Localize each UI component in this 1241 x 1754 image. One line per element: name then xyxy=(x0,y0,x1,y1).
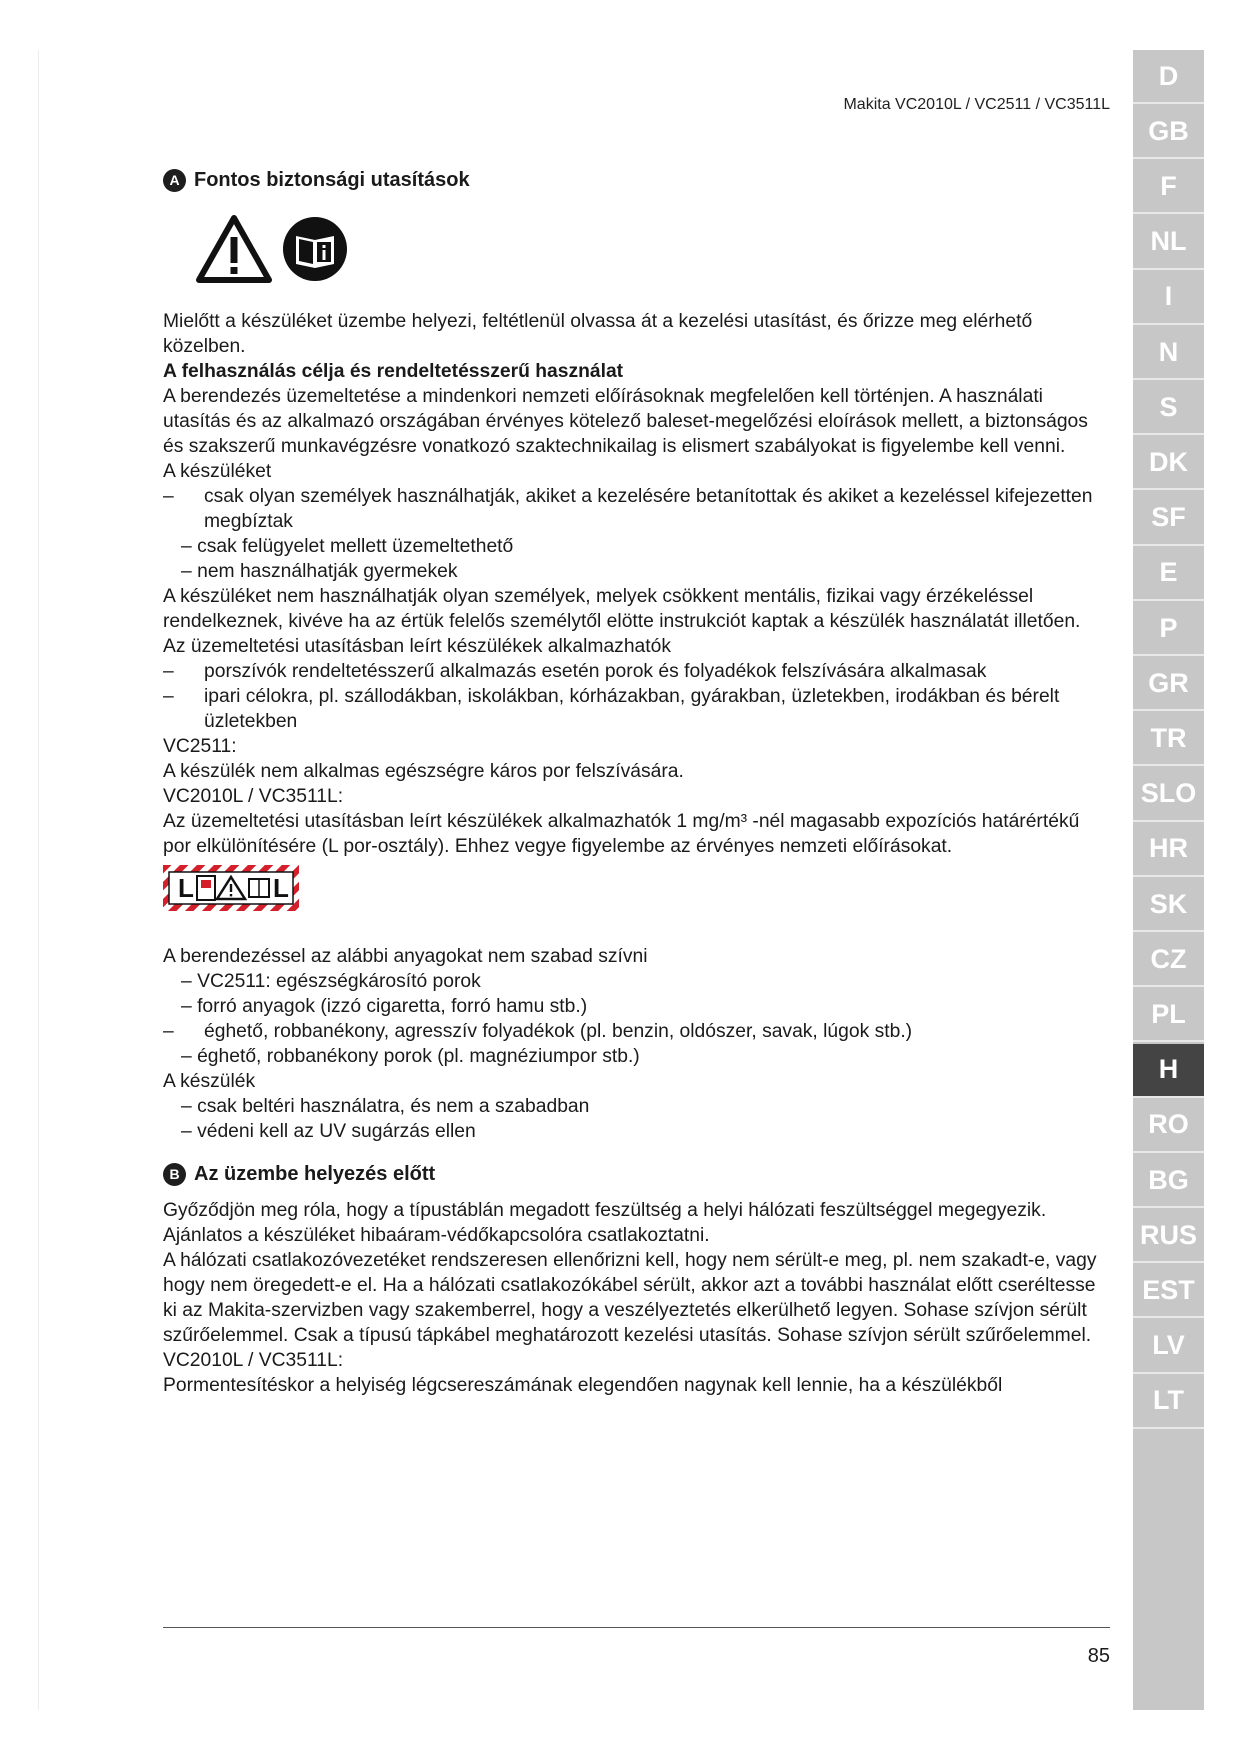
warning-triangle-icon xyxy=(196,215,272,283)
label-letter-left: L xyxy=(178,873,194,903)
vcl-text: Az üzemeltetési utasításban leírt készülékek alkalmazhatók 1 mg/m³ -nél magasabb expozíciós határértékű por elkülönítésére (L por-osztály). Ehhez vegye figyelembe az érvényes nemzeti előírásokat. xyxy=(163,811,1080,857)
language-tab-bar xyxy=(1133,50,1204,1710)
section-b-title: Az üzembe helyezés előtt xyxy=(194,1163,436,1185)
model-header: Makita VC2010L / VC2511 / VC3511L xyxy=(843,96,1110,113)
language-tab-n[interactable]: N xyxy=(1133,326,1204,380)
language-tab-gb[interactable]: GB xyxy=(1133,105,1204,159)
language-tab-p[interactable]: P xyxy=(1133,602,1204,656)
vc2511-text: A készülék nem alkalmas egészségre káros por felszívására. xyxy=(163,761,684,782)
page-number: 85 xyxy=(1087,1645,1110,1667)
section-b-vcl-text: Pormentesítéskor a helyiség légcsereszámának elegendően nagynak kell lennie, ha a készülékből xyxy=(163,1375,1003,1396)
list-item: – ipari célokra, pl. szállodákban, iskolákban, kórházakban, gyárakban, üzletekben, irodákban és bérelt üzletekben xyxy=(163,686,1060,732)
section-a-badge: A xyxy=(163,169,186,192)
purpose-text: A berendezés üzemeltetése a mindenkori nemzeti előírásoknak megfelelően kell történjen. A használati utasítás és az alkalmazó országában érvényes kötelező baleset-megelőzési eloírások mellett, a biztonságos és szakszerű munkavégzésre vonatkozó szaktechnikailag is elismert szabályokat is figyelembe kell venni. xyxy=(163,386,1088,457)
language-tab-lt[interactable]: LT xyxy=(1133,1375,1204,1429)
language-tab-h[interactable]: H xyxy=(1133,1044,1204,1098)
list-item: – éghető, robbanékony, agresszív folyadékok (pl. benzin, oldószer, savak, lúgok stb.) xyxy=(163,1021,913,1042)
language-tab-slo[interactable]: SLO xyxy=(1133,768,1204,822)
language-tab-i[interactable]: I xyxy=(1133,271,1204,325)
language-tab-sk[interactable]: SK xyxy=(1133,878,1204,932)
list-item: – csak olyan személyek használhatják, akiket a kezelésére betanítottak és akiket a kezeléssel kifejezetten megbíztak xyxy=(163,486,1093,532)
language-tab-pl[interactable]: PL xyxy=(1133,988,1204,1042)
list-item: – nem használhatják gyermekek xyxy=(181,561,458,582)
language-tab-sf[interactable]: SF xyxy=(1133,492,1204,546)
page-edge-line xyxy=(38,50,39,1710)
list-item: – csak beltéri használatra, és nem a szabadban xyxy=(181,1096,590,1117)
language-tab-hr[interactable]: HR xyxy=(1133,823,1204,877)
vcl-label: VC2010L / VC3511L: xyxy=(163,786,344,807)
language-tab-cz[interactable]: CZ xyxy=(1133,933,1204,987)
dust-class-l-label xyxy=(163,865,299,911)
language-tab-rus[interactable]: RUS xyxy=(1133,1209,1204,1263)
section-b-p1: Győződjön meg róla, hogy a típustáblán megadott feszültség a helyi hálózati feszültséggel megegyezik. Ajánlatos a készüléket hibaáram-védőkapcsolóra csatlakoztatni. xyxy=(163,1200,1047,1246)
restriction-text: A készüléket nem használhatják olyan személyek, melyek csökkent mentális, fizikai vagy érzékeléssel rendelkeznek, kivéve ha az értük felelős személytől elötte instrukciót kaptak a készülék használatát illetően. xyxy=(163,586,1081,632)
purpose-heading: A felhasználás célja és rendeltetésszerű használat xyxy=(163,361,624,382)
section-b-p2: A hálózati csatlakozóvezetéket rendszeresen ellenőrizni kell, hogy nem sérült-e meg, pl. nem szakadt-e, vagy hogy nem öregedett-e el. Ha a hálózati csatlakozókábel sérült, akkor azt a további használat előtt cseréltesse ki az Makita-szervizben vagy szakemberrel, hogy a veszélyeztetés elkerülhető legyen. Sohase szívjon sérült szűrőelemmel. Csak a típusú tápkábel meghatározott kezelési utasítás. Sohase szívjon sérült szűrőelemmel. xyxy=(163,1250,1097,1346)
device-label: A készüléket xyxy=(163,461,272,482)
language-tab-nl[interactable]: NL xyxy=(1133,216,1204,270)
language-tab-est[interactable]: EST xyxy=(1133,1264,1204,1318)
section-a-title: Fontos biztonsági utasítások xyxy=(194,169,470,191)
language-tab-tr[interactable]: TR xyxy=(1133,712,1204,766)
footer-rule xyxy=(163,1627,1110,1628)
list-item: – porszívók rendeltetésszerű alkalmazás esetén porok és folyadékok felszívására alkalmasak xyxy=(163,661,987,682)
safety-icons xyxy=(196,215,1111,283)
list-item: – csak felügyelet mellett üzemeltethető xyxy=(181,536,514,557)
language-tab-d[interactable]: D xyxy=(1133,50,1204,104)
language-tab-s[interactable]: S xyxy=(1133,381,1204,435)
section-b-heading xyxy=(163,1162,1111,1187)
section-b-vcl-label: VC2010L / VC3511L: xyxy=(163,1350,344,1371)
main-content xyxy=(163,168,1111,1398)
list-item: – VC2511: egészségkárosító porok xyxy=(181,971,481,992)
language-tab-gr[interactable]: GR xyxy=(1133,657,1204,711)
vc2511-label: VC2511: xyxy=(163,736,237,757)
usage-label: Az üzemeltetési utasításban leírt készülékek alkalmazhatók xyxy=(163,636,671,657)
list-item: – forró anyagok (izzó cigaretta, forró hamu stb.) xyxy=(181,996,588,1017)
list-item: – védeni kell az UV sugárzás ellen xyxy=(181,1121,476,1142)
language-tab-lv[interactable]: LV xyxy=(1133,1320,1204,1374)
section-b-badge: B xyxy=(163,1163,186,1186)
language-tab-f[interactable]: F xyxy=(1133,160,1204,214)
language-tab-ro[interactable]: RO xyxy=(1133,1099,1204,1153)
section-a-heading xyxy=(163,168,1111,193)
label-letter-right: L xyxy=(273,873,289,903)
language-tab-bg[interactable]: BG xyxy=(1133,1154,1204,1208)
no-suck-label: A berendezéssel az alábbi anyagokat nem szabad szívni xyxy=(163,946,648,967)
device2-label: A készülék xyxy=(163,1071,256,1092)
list-item: – éghető, robbanékony porok (pl. magnéziumpor stb.) xyxy=(181,1046,640,1067)
language-tab-e[interactable]: E xyxy=(1133,547,1204,601)
read-manual-icon xyxy=(282,216,348,282)
intro-text: Mielőtt a készüléket üzembe helyezi, feltétlenül olvassa át a kezelési utasítást, és őrizze meg elérhető közelben. xyxy=(163,311,1033,357)
language-tab-dk[interactable]: DK xyxy=(1133,436,1204,490)
